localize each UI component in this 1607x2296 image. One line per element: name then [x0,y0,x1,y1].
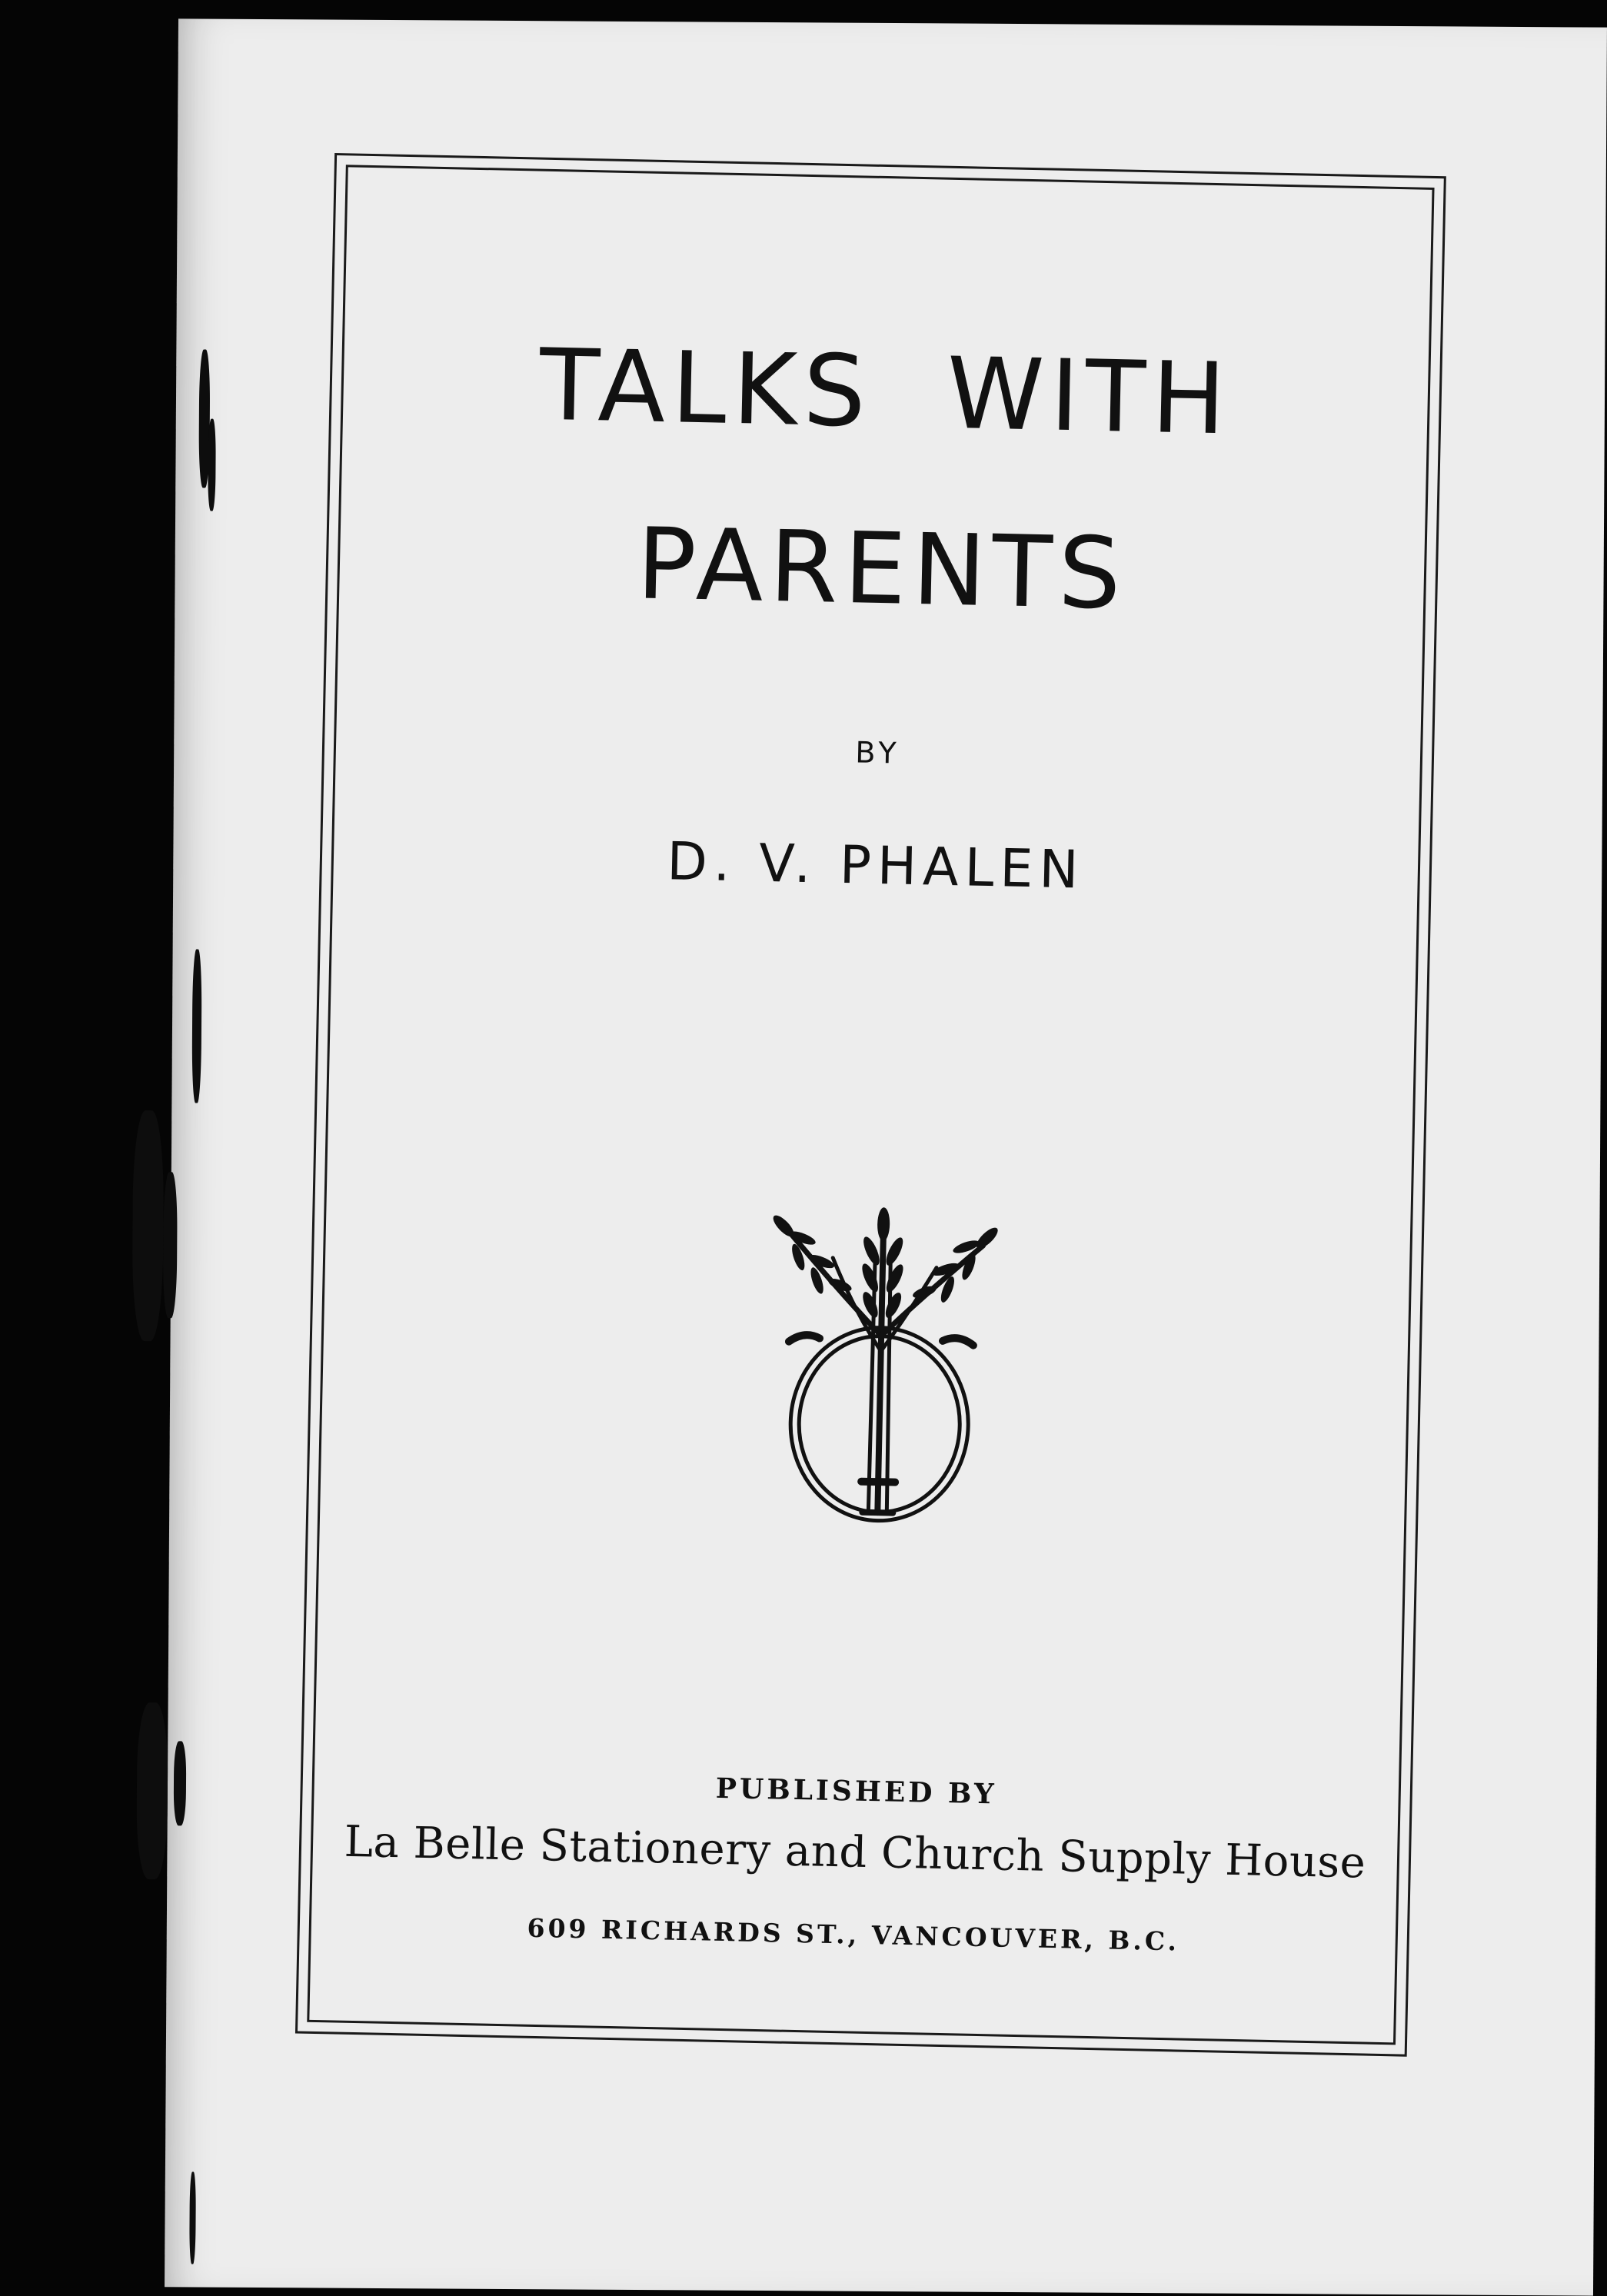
binding-stain [208,419,216,511]
by-label: BY [854,735,902,770]
title-line-2: PARENTS [635,507,1129,632]
binding-stain [163,1172,178,1318]
title-line-1: TALKS WITH [538,328,1233,458]
binding-stain [132,1110,165,1341]
cover-page [165,18,1607,2295]
published-by-label: PUBLISHED BY [715,1772,997,1811]
binding-stain [189,2171,196,2264]
binding-stain [174,1741,187,1825]
publisher-address: 609 RICHARDS ST., VANCOUVER, B.C. [527,1912,1180,1957]
binding-stain [136,1702,168,1879]
wheat-sheaf-ring-icon [754,1203,1006,1546]
border-frame [295,153,1446,2057]
publisher-name: La Belle Stationery and Church Supply House [344,1816,1366,1888]
binding-stain [191,949,201,1103]
author-name: D. V. PHALEN [666,831,1086,901]
